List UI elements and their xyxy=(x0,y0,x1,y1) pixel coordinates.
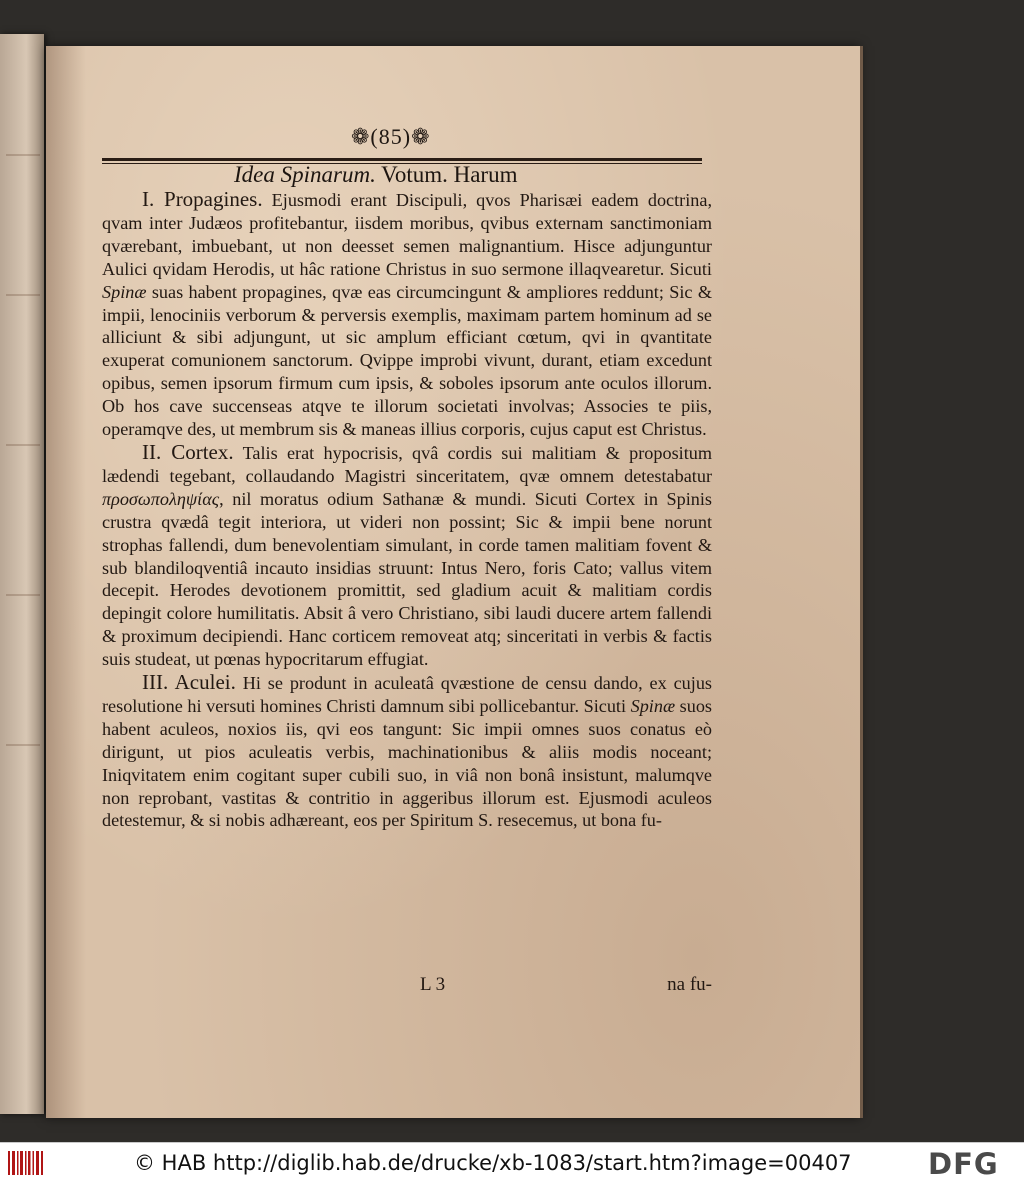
paragraph-text-after: , nil moratus odium Sathanæ & mundi. Sicuti Cortex in Spinis crustra qvædâ tegit interiora, ut videri non possint; Sic & impii bene norunt strophas fallendi, dum benevolentiam simulant, in corde tamen malitiam fovent & sub blandiloqventiâ incauto insidias struunt: Intus Nero, foris Cato; vallus vitem decepit. Herodes devotionem promittit, sed gladium acuit & malitiam cordis depingit colore humilitatis. Absit â vero Christiano, sibi laudi ducere artem fallendi & proximum decipiendi. Hanc corticem removeat atq; sinceritati in verbis & factis suis studeat, ut pœnas hypocritarum effugiat. xyxy=(102,488,712,670)
paragraph-italic: Spinæ xyxy=(102,281,147,302)
paragraph-text: Hi se produnt in aculeatâ qvæstione de censu dando, ex cujus resolutione hi versuti homines Christi damnum sibi pollicebantur. Sicuti xyxy=(102,673,712,716)
signature-mark: L 3 xyxy=(420,974,446,995)
running-title-roman: Votum. Harum xyxy=(381,162,518,187)
paragraph-cortex xyxy=(102,441,712,671)
previous-page-edge xyxy=(0,34,44,1114)
paragraph-heading: I. Propagines. xyxy=(142,187,263,211)
page-footer xyxy=(102,974,712,1000)
copyright-url[interactable]: © HAB http://diglib.hab.de/drucke/xb-1083/start.htm?image=00407 xyxy=(134,1151,852,1175)
body-text xyxy=(102,188,712,832)
paragraph-text: Ejusmodi erant Discipuli, qvos Pharisæi eadem doctrina, qvam inter Judæos profitebantur, iisdem moribus, qvibus externam sanctimoniam qværebant, imbuebant, ut non deesset semen malignantium. Hisce adjunguntur Aulici qvidam Herodis, ut hâc ratione Christus in suo sermone illaqvearetur. Sicuti xyxy=(102,190,712,279)
page-edge-right xyxy=(860,46,863,1118)
paragraph-aculei xyxy=(102,671,712,832)
dfg-logo-icon[interactable] xyxy=(928,1149,1016,1177)
paragraph-italic: προσωποληψίας xyxy=(102,488,220,509)
paragraph-italic: Spinæ xyxy=(630,695,676,716)
scanned-page xyxy=(46,46,860,1118)
paragraph-text-after: suos habent aculeos, noxios iis, qvi eos tangunt: Sic impii omnes suos conatus eò dirigunt, ut pios aculeatis verbis, machinationibus & aliis modis noceant; Iniqvitatem enim cogitant super cubili suo, in viâ non bonâ insistunt, malumqve non reprobant, vastitas & contritio in aggeribus illorum est. Ejusmodi aculeos detestemur, & si nobis adhæreant, eos per Spiritum S. resecemus, ut bona fu- xyxy=(102,695,712,831)
dfg-logo-text: DFG xyxy=(928,1149,999,1177)
header-rule-thick xyxy=(102,158,702,161)
catchword: na fu- xyxy=(667,974,712,995)
paragraph-text: Talis erat hypocrisis, qvâ cordis sui malitiam & propositum lædendi tegebant, collaudando Magistri sinceritatem, qvæ omnem detestabatur xyxy=(102,442,713,486)
status-bar xyxy=(0,1142,1024,1183)
page-number: ❁(85)❁ xyxy=(351,124,431,149)
paragraph-text-after: suas habent propagines, qvæ eas circumcingunt & ampliores reddunt; Sic & impii, lenociniis verborum & perversis exemplis, maximam partem hominum ad se alliciunt & sibi adjungunt, ut sic amplum efficiant cœtum, qvi in qvantitate exuperat comunionem sanctorum. Qvippe improbi vivunt, durant, etiam excedunt opibus, semen ipsorum firmum cum ipsis, & soboles ipsorum ante oculos illorum. Ob hos cave succenseas atqve te illorum societati involvas; Associes te piis, operamqve des, ut membrum sis & maneas illius corporis, cujus caput est Christus. xyxy=(102,281,712,440)
hab-barcode-logo-icon[interactable] xyxy=(6,1147,46,1179)
paragraph-propagines xyxy=(102,188,712,441)
paragraph-heading: III. Aculei. xyxy=(142,670,236,695)
paragraph-heading: II. Cortex. xyxy=(142,439,234,464)
running-title-italic: Idea Spinarum. xyxy=(234,162,376,187)
running-title xyxy=(234,162,517,188)
